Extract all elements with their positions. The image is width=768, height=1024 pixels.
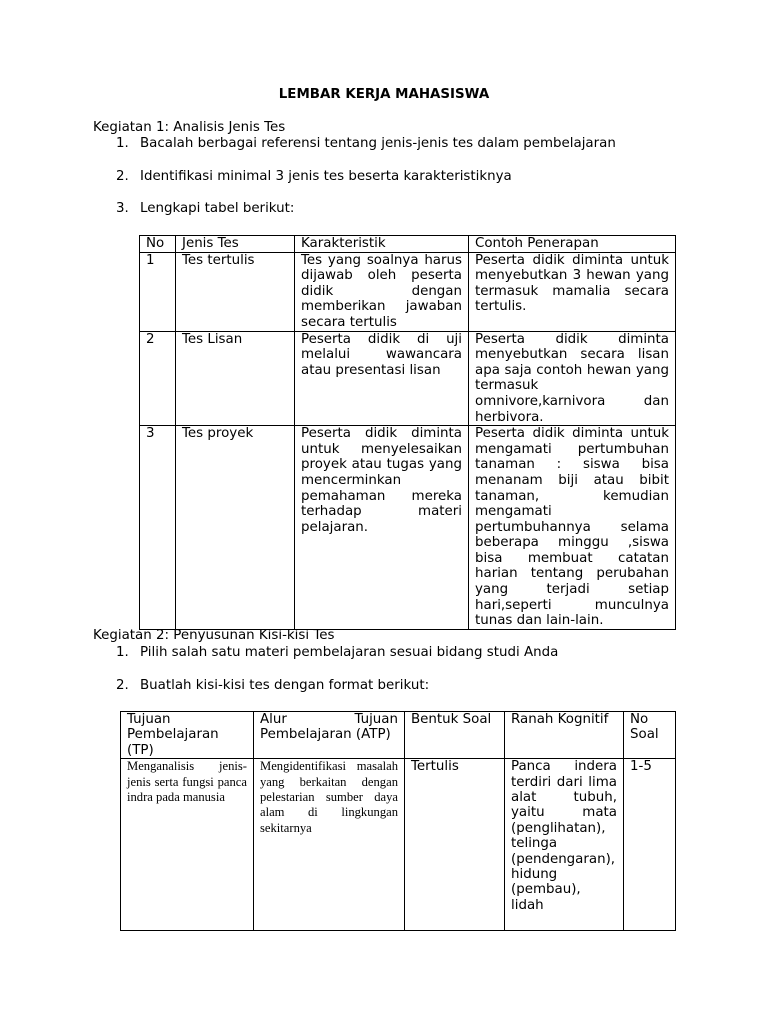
jenis-tes-table — [139, 235, 676, 630]
header-tujuan-pembelajaran: Tujuan Pembelajaran (TP) — [121, 712, 254, 759]
item-number: 3. — [116, 201, 129, 216]
kegiatan1-item-2 — [116, 169, 512, 185]
cell-contoh-penerapan: Peserta didik diminta untuk menyebutkan 3 hewan yang termasuk mamalia secara tertulis. — [469, 252, 676, 331]
header-jenis-tes: Jenis Tes — [176, 236, 295, 253]
cell-alur-tujuan-pembelajaran: Mengidentifikasi masalah yang berkaitan dengan pelestarian sumber daya alam di lingkungan sekitarnya — [254, 759, 405, 931]
kegiatan1-item-1 — [116, 136, 616, 152]
table-row — [140, 426, 676, 630]
cell-karakteristik: Tes yang soalnya harus dijawab oleh peserta didik dengan memberikan jawaban secara tertulis — [295, 252, 469, 331]
header-no: No — [140, 236, 176, 253]
page-title: LEMBAR KERJA MAHASISWA — [278, 87, 490, 102]
header-ranah-kognitif: Ranah Kognitif — [505, 712, 624, 759]
table-header-row — [121, 712, 676, 759]
cell-jenis-tes: Tes tertulis — [176, 252, 295, 331]
header-no-soal: No Soal — [624, 712, 676, 759]
table-row — [121, 759, 676, 931]
cell-bentuk-soal: Tertulis — [405, 759, 505, 931]
item-text: Bacalah berbagai referensi tentang jenis-jenis tes dalam pembelajaran — [140, 136, 616, 151]
item-text: Pilih salah satu materi pembelajaran sesuai bidang studi Anda — [140, 645, 559, 660]
header-karakteristik: Karakteristik — [295, 236, 469, 253]
kegiatan1-item-3 — [116, 201, 294, 217]
cell-no-soal: 1-5 — [624, 759, 676, 931]
cell-contoh-penerapan: Peserta didik diminta menyebutkan secara lisan apa saja contoh hewan yang termasuk omnivore,karnivora dan herbivora. — [469, 331, 676, 426]
cell-karakteristik: Peserta didik di uji melalui wawancara atau presentasi lisan — [295, 331, 469, 426]
item-text: Lengkapi tabel berikut: — [140, 201, 295, 216]
cell-tujuan-pembelajaran: Menganalisis jenis-jenis serta fungsi panca indra pada manusia — [121, 759, 254, 931]
cell-no: 1 — [140, 252, 176, 331]
kegiatan2-item-1 — [116, 645, 558, 661]
kegiatan2-item-2 — [116, 678, 429, 694]
item-number: 1. — [116, 645, 129, 660]
cell-no: 3 — [140, 426, 176, 630]
item-number: 2. — [116, 169, 129, 184]
cell-contoh-penerapan: Peserta didik diminta untuk mengamati pertumbuhan tanaman : siswa bisa menanam biji atau bibit tanaman, kemudian mengamati pertumbuhannya selama beberapa minggu ,siswa bisa membuat catatan harian tentang perubahan yang terjadi setiap hari,seperti munculnya tunas dan lain-lain. — [469, 426, 676, 630]
table-row — [140, 252, 676, 331]
kegiatan2-heading: Kegiatan 2: Penyusunan Kisi-kisi Tes — [93, 628, 335, 643]
table-row — [140, 331, 676, 426]
cell-no: 2 — [140, 331, 176, 426]
cell-karakteristik: Peserta didik diminta untuk menyelesaikan proyek atau tugas yang mencerminkan pemahaman mereka terhadap materi pelajaran. — [295, 426, 469, 630]
item-number: 1. — [116, 136, 129, 151]
kisi-kisi-table — [120, 711, 676, 931]
item-number: 2. — [116, 678, 129, 693]
kegiatan1-heading: Kegiatan 1: Analisis Jenis Tes — [93, 120, 286, 135]
table-header-row — [140, 236, 676, 253]
item-text: Identifikasi minimal 3 jenis tes beserta karakteristiknya — [140, 169, 512, 184]
header-bentuk-soal: Bentuk Soal — [405, 712, 505, 759]
header-alur-tujuan-pembelajaran: Alur Tujuan Pembelajaran (ATP) — [254, 712, 405, 759]
header-contoh-penerapan: Contoh Penerapan — [469, 236, 676, 253]
cell-jenis-tes: Tes proyek — [176, 426, 295, 630]
item-text: Buatlah kisi-kisi tes dengan format berikut: — [140, 678, 430, 693]
cell-ranah-kognitif: Panca indera terdiri dari lima alat tubuh, yaitu mata (penglihatan), telinga (pendengaran), hidung (pembau), lidah — [505, 759, 624, 931]
cell-jenis-tes: Tes Lisan — [176, 331, 295, 426]
